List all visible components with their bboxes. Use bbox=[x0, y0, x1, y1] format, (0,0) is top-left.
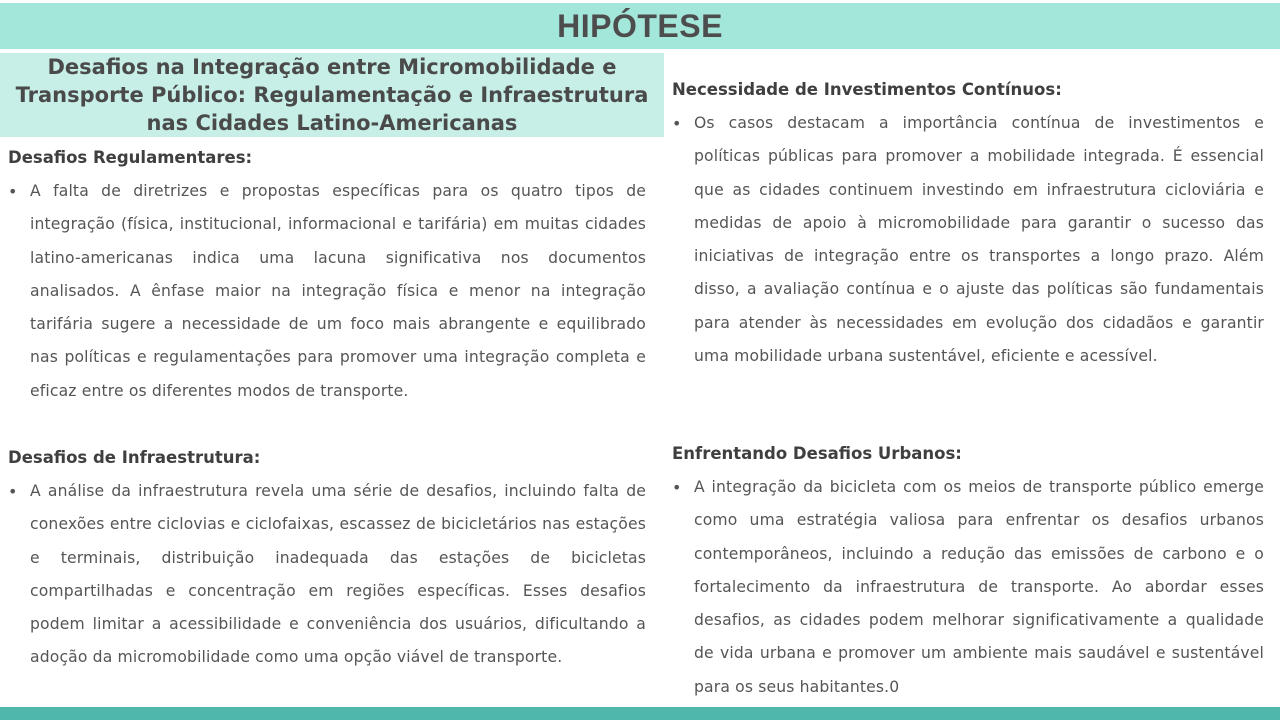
title-bar bbox=[0, 3, 1280, 49]
subtitle-box bbox=[0, 53, 664, 137]
section-heading-urban: Enfrentando Desafios Urbanos: bbox=[672, 444, 962, 463]
section-text-regulatory: A falta de diretrizes e propostas específicas para os quatro tipos de integração (física, institucional, informacional e tarifária) em muitas cidades latino-americanas indica uma lacuna significativa nos documentos analisados. A ênfase maior na integração física e menor na integração tarifária sugere a necessidade de um foco mais abrangente e equilibrado nas políticas e regulamentações para promover uma integração completa e eficaz entre os diferentes modos de transporte. bbox=[30, 182, 646, 400]
section-heading-regulatory: Desafios Regulamentares: bbox=[8, 148, 253, 167]
bullet-icon: • bbox=[8, 482, 18, 501]
section-infrastructure bbox=[8, 447, 646, 675]
section-investments bbox=[672, 79, 1264, 373]
section-urban bbox=[672, 443, 1264, 704]
section-text-investments: Os casos destacam a importância contínua de investimentos e políticas públicas para promover a mobilidade integrada. É essencial que as cidades continuem investindo em infraestrutura cicloviária e medidas de apoio à micromobilidade para garantir o sucesso das iniciativas de integração entre os transportes a longo prazo. Além disso, a avaliação contínua e o ajuste das políticas são fundamentais para atender às necessidades em evolução dos cidadãos e garantir uma mobilidade urbana sustentável, eficiente e acessível. bbox=[694, 114, 1264, 366]
bullet-icon: • bbox=[8, 182, 18, 201]
slide-subtitle: Desafios na Integração entre Micromobilidade e Transporte Público: Regulamentação e Infraestrutura nas Cidades Latino-Americanas bbox=[15, 55, 649, 135]
section-heading-infrastructure: Desafios de Infraestrutura: bbox=[8, 448, 261, 467]
slide-title: HIPÓTESE bbox=[557, 7, 723, 44]
bullet-item bbox=[672, 107, 1264, 373]
bullet-item bbox=[8, 175, 646, 408]
bullet-item bbox=[672, 471, 1264, 704]
bullet-item bbox=[8, 475, 646, 675]
section-text-infrastructure: A análise da infraestrutura revela uma série de desafios, incluindo falta de conexões entre ciclovias e ciclofaixas, escassez de bicicletários nas estações e terminais, distribuição inadequada das estações de bicicletas compartilhadas e concentração em regiões específicas. Esses desafios podem limitar a acessibilidade e conveniência dos usuários, dificultando a adoção da micromobilidade como uma opção viável de transporte. bbox=[30, 482, 646, 667]
bottom-bar bbox=[0, 707, 1280, 720]
section-heading-investments: Necessidade de Investimentos Contínuos: bbox=[672, 80, 1062, 99]
bullet-icon: • bbox=[672, 114, 682, 133]
section-regulatory bbox=[8, 147, 646, 408]
bullet-icon: • bbox=[672, 478, 682, 497]
section-text-urban: A integração da bicicleta com os meios de transporte público emerge como uma estratégia valiosa para enfrentar os desafios urbanos contemporâneos, incluindo a redução das emissões de carbono e o fortalecimento da infraestrutura de transporte. Ao abordar esses desafios, as cidades podem melhorar significativamente a qualidade de vida urbana e promover um ambiente mais saudável e sustentável para os seus habitantes.0 bbox=[694, 478, 1264, 696]
